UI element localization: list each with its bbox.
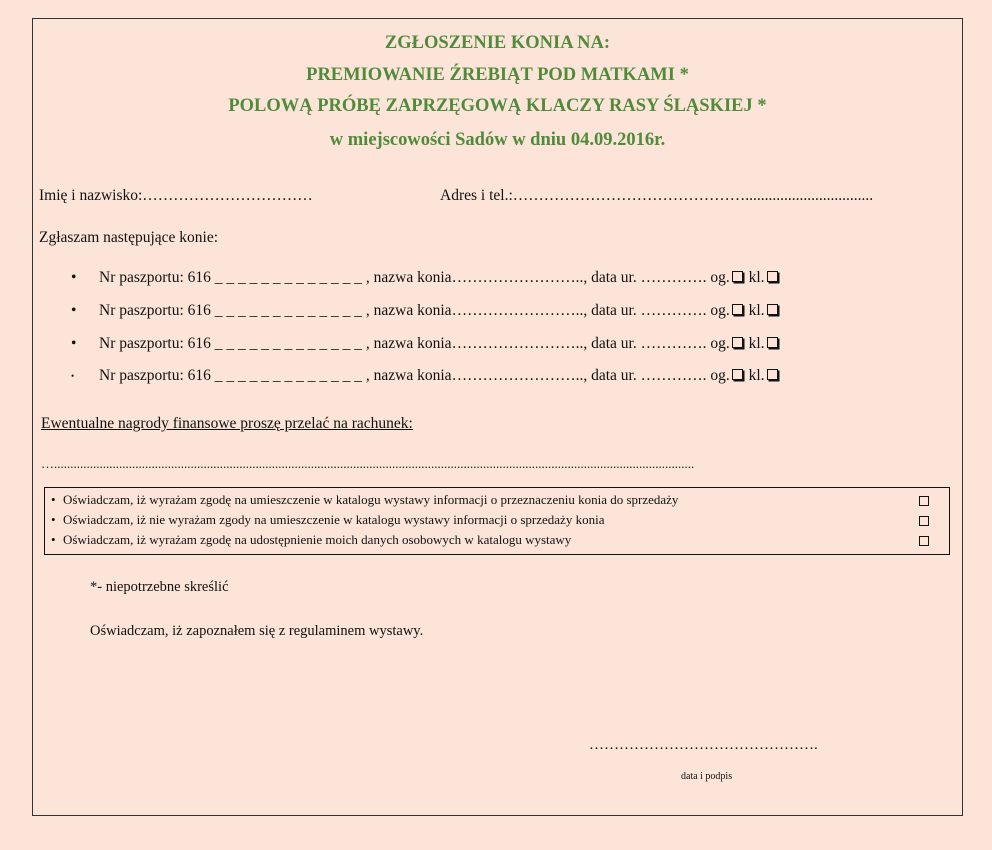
- kl-label: kl.: [744, 269, 765, 286]
- dob-field[interactable]: data ur. …………. og.: [587, 269, 730, 286]
- declaration-checkbox[interactable]: [919, 516, 929, 526]
- intro-text: Zgłaszam następujące konie:: [39, 229, 219, 246]
- form-subtitle-draft-test: POLOWĄ PRÓBĘ ZAPRZĘGOWĄ KLACZY RASY ŚLĄSKIEJ *: [228, 96, 767, 116]
- horse-row: [71, 367, 780, 385]
- og-checkbox[interactable]: [732, 337, 743, 348]
- form-location-date: w miejscowości Sadów w dniu 04.09.2016r.: [329, 130, 666, 150]
- kl-checkbox[interactable]: [767, 337, 778, 348]
- dob-field[interactable]: data ur. …………. og.: [587, 302, 730, 319]
- passport-field[interactable]: Nr paszportu: 616 _ _ _ _ _ _ _ _ _ _ _ _ _ , nazwa konia……………………..,: [99, 335, 588, 352]
- dob-field[interactable]: data ur. …………. og.: [587, 367, 730, 384]
- footnote: *- niepotrzebne skreślić: [90, 579, 229, 595]
- kl-checkbox[interactable]: [767, 271, 778, 282]
- passport-field[interactable]: Nr paszportu: 616 _ _ _ _ _ _ _ _ _ _ _ _ _ , nazwa konia……………………..,: [99, 302, 588, 319]
- kl-checkbox[interactable]: [767, 304, 778, 315]
- kl-label: kl.: [744, 335, 765, 352]
- declaration-text: Oświadczam, iż nie wyrażam zgody na umieszczenie w katalogu wystawy informacji o sprzedaży konia: [63, 512, 605, 527]
- horse-row: [71, 335, 780, 353]
- regulations-statement: Oświadczam, iż zapoznałem się z regulaminem wystawy.: [90, 623, 424, 639]
- declaration-item: [51, 532, 571, 548]
- declaration-text: Oświadczam, iż wyrażam zgodę na umieszczenie w katalogu wystawy informacji o przeznaczeniu konia do sprzedaży: [63, 492, 679, 507]
- form-subtitle-foals: PREMIOWANIE ŹREBIĄT POD MATKAMI *: [306, 65, 689, 85]
- form-title: ZGŁOSZENIE KONIA NA:: [384, 33, 611, 53]
- bullet: •: [51, 492, 56, 507]
- horse-row: [71, 302, 780, 320]
- form-frame: [32, 18, 963, 816]
- bullet: •: [71, 371, 75, 382]
- bullet: •: [71, 335, 77, 352]
- declaration-item: [51, 512, 604, 528]
- address-field[interactable]: Adres i tel.:……………………………………….................................: [440, 187, 874, 204]
- horse-row: [71, 269, 780, 287]
- passport-field[interactable]: Nr paszportu: 616 _ _ _ _ _ _ _ _ _ _ _ _ _ , nazwa konia……………………..,: [99, 269, 588, 286]
- bullet: •: [51, 532, 56, 547]
- bank-account-field[interactable]: ….....................................................................................................................................................................................................: [41, 456, 695, 471]
- og-checkbox[interactable]: [732, 369, 743, 380]
- declaration-text: Oświadczam, iż wyrażam zgodę na udostępnienie moich danych osobowych w katalogu wystawy: [63, 532, 572, 547]
- declarations-box: [44, 487, 950, 555]
- og-checkbox[interactable]: [732, 304, 743, 315]
- declaration-checkbox[interactable]: [919, 496, 929, 506]
- signature-field[interactable]: ……………………………………….: [589, 737, 818, 753]
- og-checkbox[interactable]: [732, 271, 743, 282]
- passport-field[interactable]: Nr paszportu: 616 _ _ _ _ _ _ _ _ _ _ _ _ _ , nazwa konia……………………..,: [99, 367, 588, 384]
- bullet: •: [71, 269, 77, 286]
- name-field[interactable]: Imię i nazwisko:……………………………: [39, 187, 313, 204]
- bullet: •: [51, 512, 56, 527]
- dob-field[interactable]: data ur. …………. og.: [587, 335, 730, 352]
- signature-label: data i podpis: [681, 771, 733, 782]
- kl-label: kl.: [744, 302, 765, 319]
- bank-account-label: Ewentualne nagrody finansowe proszę przelać na rachunek:: [41, 415, 413, 432]
- declaration-checkbox[interactable]: [919, 536, 929, 546]
- kl-checkbox[interactable]: [767, 369, 778, 380]
- kl-label: kl.: [744, 367, 765, 384]
- bullet: •: [71, 302, 77, 319]
- declaration-item: [51, 492, 678, 508]
